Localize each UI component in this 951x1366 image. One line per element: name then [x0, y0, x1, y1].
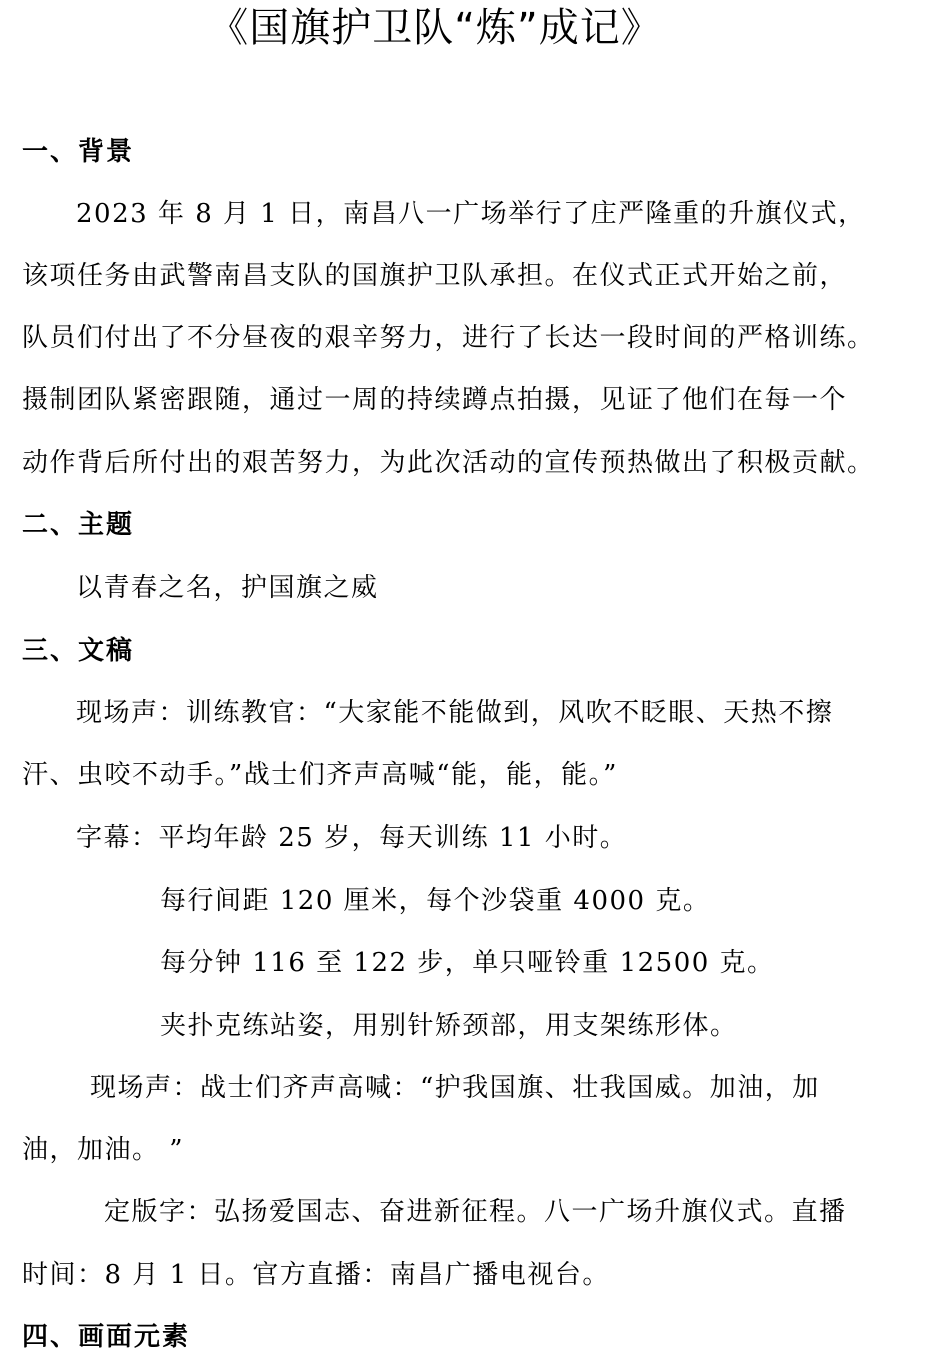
- script-line: 汗、虫咬不动手。”战士们齐声高喊“能，能，能。”: [22, 760, 618, 790]
- section-heading-visual-elements: 四、画面元素: [22, 1322, 191, 1352]
- section-heading-script: 三、文稿: [22, 636, 135, 666]
- script-line: 字幕：平均年龄 25 岁，每天训练 11 小时。: [76, 823, 628, 853]
- script-line: 定版字：弘扬爱国志、奋进新征程。八一广场升旗仪式。直播: [104, 1197, 847, 1227]
- paragraph-line: 摄制团队紧密跟随，通过一周的持续蹲点拍摄，见证了他们在每一个: [22, 385, 848, 415]
- script-line: 夹扑克练站姿，用别针矫颈部，用支架练形体。: [160, 1011, 738, 1041]
- section-heading-theme: 二、主题: [22, 510, 135, 540]
- script-line: 现场声：战士们齐声高喊：“护我国旗、壮我国威。加油，加: [90, 1073, 820, 1103]
- paragraph-line: 2023 年 8 月 1 日，南昌八一广场举行了庄严隆重的升旗仪式，: [76, 199, 866, 229]
- script-line: 每分钟 116 至 122 步，单只哑铃重 12500 克。: [160, 948, 775, 978]
- paragraph-line: 队员们付出了不分昼夜的艰辛努力，进行了长达一段时间的严格训练。: [22, 323, 875, 353]
- script-line: 每行间距 120 厘米，每个沙袋重 4000 克。: [160, 886, 711, 916]
- paragraph-line: 动作背后所付出的艰苦努力，为此次活动的宣传预热做出了积极贡献。: [22, 448, 875, 478]
- document-title: 《国旗护卫队“炼”成记》: [208, 5, 662, 51]
- theme-text: 以青春之名，护国旗之威: [76, 573, 379, 603]
- paragraph-line: 该项任务由武警南昌支队的国旗护卫队承担。在仪式正式开始之前，: [22, 261, 848, 291]
- script-line: 油，加油。 ”: [22, 1135, 185, 1165]
- section-heading-background: 一、背景: [22, 137, 135, 167]
- script-line: 现场声：训练教官：“大家能不能做到，风吹不眨眼、天热不擦: [76, 698, 834, 728]
- script-line: 时间：8 月 1 日。官方直播：南昌广播电视台。: [22, 1260, 610, 1290]
